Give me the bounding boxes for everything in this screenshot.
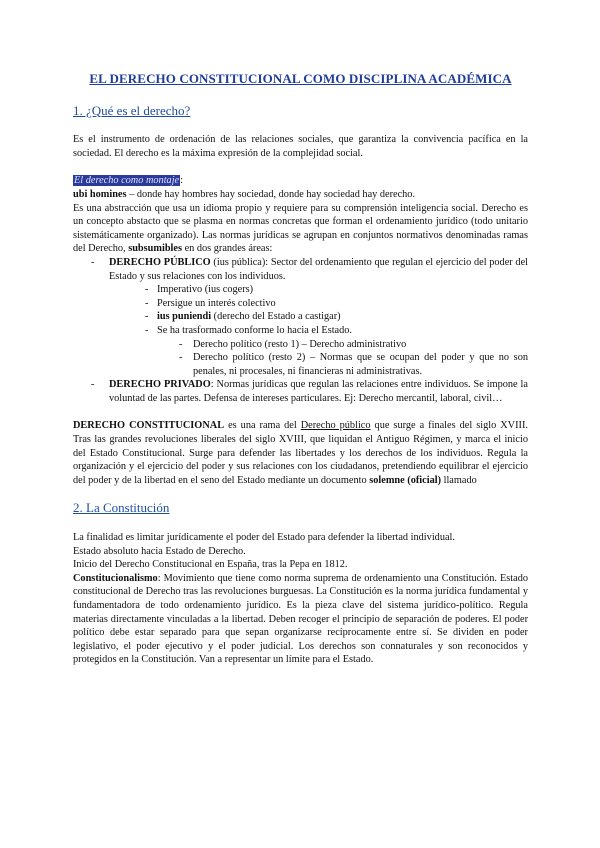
- transformado-sublist: [157, 338, 528, 379]
- subsumibles-term: subsumibles: [128, 243, 182, 255]
- derecho-publico-link[interactable]: Derecho público: [300, 420, 371, 432]
- ubi-homines-line: ubi homines – donde hay hombres hay sociedad, donde hay sociedad hay derecho.: [73, 188, 416, 200]
- derecho-constitucional-paragraph: DERECHO CONSTITUCIONAL es una rama del Derecho público que surge a finales del siglo XVIII. Tras las grandes revoluciones liberales del siglo XVIII, que liquidan el Antiguo Régimen, y marca el inicio del Estado Constitucional. Surge para defender las libertades y los derechos de los individuos. Regula la organización y el ejercicio del poder y sus relaciones con los ciudadanos, pretendiendo equilibrar el ejercicio del poder y de la libertad en el seno del Estado mediante un documento solemne (oficial) llamado: [73, 420, 528, 486]
- section-2-line: La finalidad es limitar jurídicamente el poder del Estado para defender la libertad individual.: [73, 532, 455, 544]
- constitucionalismo-paragraph: Constitucionalismo: Movimiento que tiene como norma suprema de ordenamiento una Constitución. Estado constitucional de Derecho tras las revoluciones burguesas. La Constitución es la norma jurídica fundamental y fundamentadora de todo ordenamiento jurídico. Es la pieza clave del sistema jurídico-político. Regula materias directamente vinculadas a la libertad. Deben recoger el principio de separación de poderes. El poder político debe estar separado para que sepan organizarse recíprocamente entre sí. Se dividen en poder legislativo, el poder ejecutivo y el poder judicial. Los derechos son connaturales y son reconocidos y protegidos en la Constitución. Van a representar un límite para el Estado.: [73, 572, 528, 666]
- list-item: - Derecho político (resto 2) – Normas que se ocupan del poder y que no son penales, ni procesales, ni financieras ni administrativas.: [179, 351, 528, 378]
- list-item: - Persigue un interés colectivo: [145, 297, 528, 311]
- derecho-privado-label: DERECHO PRIVADO: [109, 379, 211, 391]
- list-item-transformado: - Se ha trasformado conforme lo hacia el Estado. - Derecho político (resto 1) – Derecho administrativo - Derecho político (resto 2) – Normas que se ocupan del poder y que no son penales, ni procesales, ni financieras ni administrativas.: [145, 324, 528, 378]
- list-item: - Imperativo (ius cogers): [145, 283, 528, 297]
- list-item-derecho-privado: - DERECHO PRIVADO: Normas jurídicas que regulan las relaciones entre individuos. Se impone la voluntad de las partes. Defensa de intereses particulares. Ej: Derecho mercantil, laboral, civil…: [93, 378, 528, 405]
- section-2-line: Estado absoluto hacia Estado de Derecho.: [73, 545, 246, 557]
- montaje-line: El derecho como montaje:: [74, 175, 184, 187]
- section-2-line: Inicio del Derecho Constitucional en España, tras la Pepa en 1812.: [73, 559, 348, 571]
- section-1-intro: Es el instrumento de ordenación de las relaciones sociales, que garantiza la convivencia pacífica en la sociedad. El derecho es la máxima expresión de la complejidad social.: [73, 134, 528, 159]
- publico-sublist: [109, 283, 528, 378]
- constitucionalismo-term: Constitucionalismo: [73, 572, 158, 584]
- derecho-constitucional-label: DERECHO CONSTITUCIONAL: [73, 420, 225, 432]
- section-2-heading: 2. La Constitución: [73, 500, 170, 516]
- law-areas-list: [73, 256, 528, 406]
- list-item-ius-puniendi: - ius puniendi (derecho del Estado a castigar): [145, 310, 528, 324]
- ubi-homines-term: ubi homines: [73, 188, 127, 200]
- abstraction-paragraph: Es una abstracción que usa un idioma propio y requiere para su comprensión inteligencia social. Derecho es un concepto abstacto que se plasma en normas concretas que forman el ordenamiento jurídico (todo unitario sistemáticamente organizado). Las normas jurídicas se agrupan en conjuntos normativos denominadas ramas del Derecho, subsumibles en dos grandes áreas:: [73, 202, 528, 255]
- derecho-publico-label: DERECHO PÚBLICO: [109, 256, 211, 268]
- montaje-highlight: El derecho como montaje: [74, 175, 180, 187]
- list-item: - Derecho político (resto 1) – Derecho administrativo: [179, 338, 528, 352]
- section-1-heading: 1. ¿Qué es el derecho?: [73, 102, 191, 118]
- list-item-derecho-publico: - DERECHO PÚBLICO (ius pública): Sector del ordenamiento que regulan el ejercicio del poder del Estado y sus relaciones con los individuos. - Imperativo (ius cogers) - Persigue un interés colectivo - ius puniendi (derecho del Estado a castigar) - Se ha trasformado conforme lo hacia el Estado. - Derecho político (resto 1) – Derecho administrativo - Derecho político (resto 2) – Normas que se ocupan del poder y que no son penales, ni procesales, ni financieras ni administrativas.: [93, 256, 528, 378]
- document-title: EL DERECHO CONSTITUCIONAL COMO DISCIPLINA ACADÉMICA: [89, 71, 512, 86]
- document-page: [73, 72, 528, 667]
- solemne-term: solemne (oficial): [369, 474, 442, 486]
